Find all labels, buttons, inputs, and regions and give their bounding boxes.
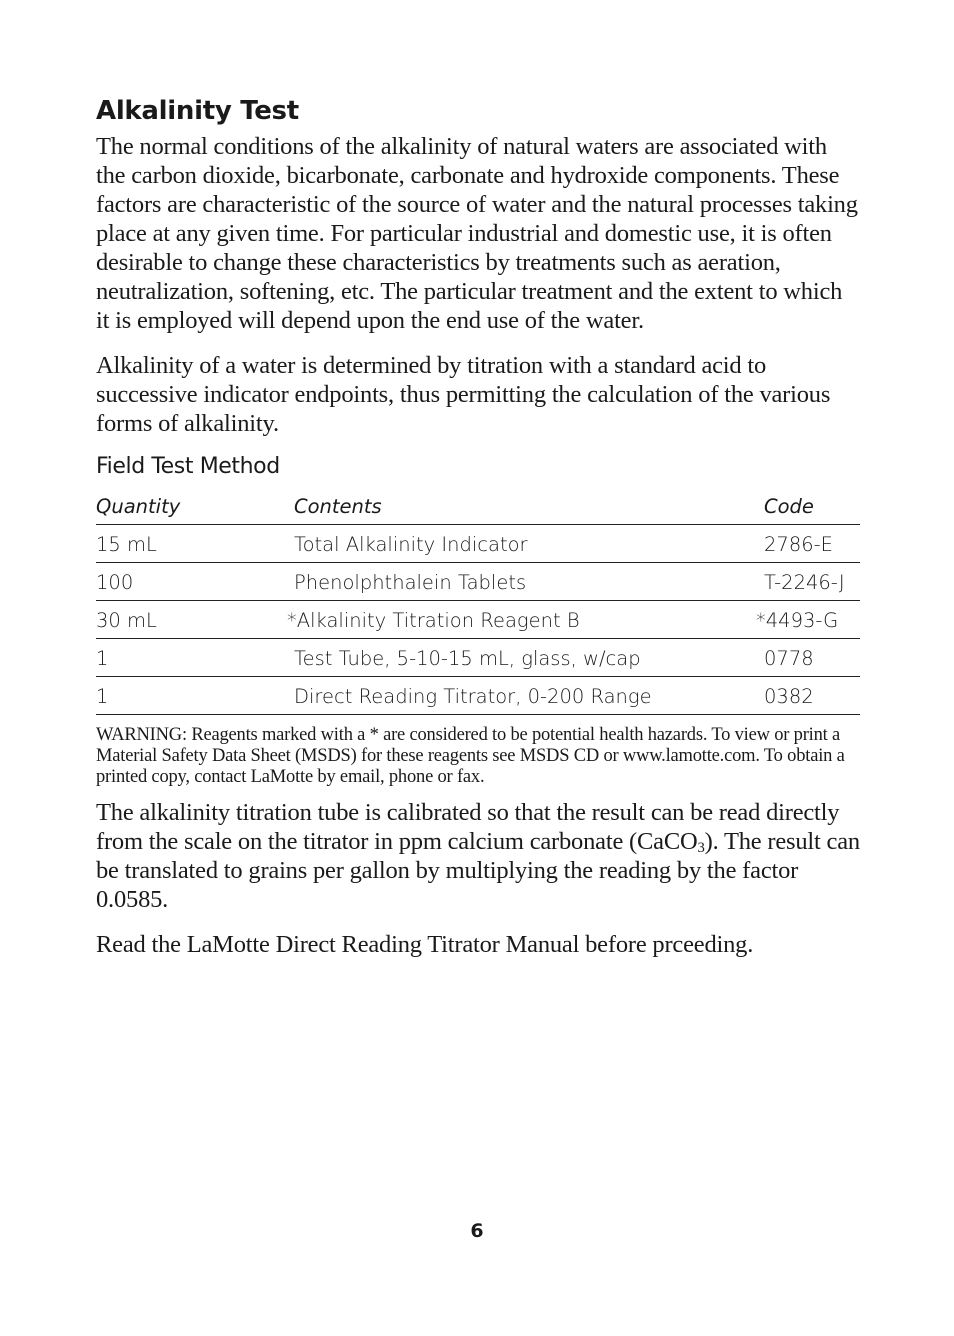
table-row [96,563,860,601]
cell-code: 0382 [764,677,860,715]
document-page [96,96,860,975]
intro-paragraph: The normal conditions of the alkalinity of natural waters are associated with the carbon dioxide, bicarbonate, carbonate and hydroxide components. These factors are characteristic of the source of water and the natural processes taking place at any given time. For particular industrial and domestic use, it is often desirable to change these characteristics by treatments such as aeration, neutralization, softening, etc. The particular treatment and the extent to which it is employed will depend upon the end use of the water. [96,133,858,334]
section-heading: Field Test Method [96,454,280,479]
cell-contents: Test Tube, 5-10-15 mL, glass, w/cap [294,639,764,677]
method-paragraph: Alkalinity of a water is determined by titration with a standard acid to successive indicator endpoints, thus permitting the calculation of the various forms of alkalinity. [96,352,831,437]
cell-contents: Total Alkalinity Indicator [294,525,764,563]
header-quantity: Quantity [96,495,294,525]
header-contents: Contents [294,495,764,525]
cell-code: *4493-G [756,601,852,639]
cell-quantity: 1 [96,639,294,677]
table-row [96,601,860,639]
cell-code: T-2246-J [764,563,860,601]
cell-quantity: 1 [96,677,294,715]
reagent-table [96,495,860,715]
page-number: 6 [470,1220,484,1242]
cell-quantity: 100 [96,563,294,601]
cell-code: 0778 [764,639,860,677]
calibration-text-start: The alkalinity titration tube is calibrated so that the result can be read directly from the scale on the titrator in ppm calcium carbonate (CaCO [96,799,840,855]
page-title: Alkalinity Test [96,96,299,126]
warning-note: WARNING: Reagents marked with a * are considered to be potential health hazards. To view or print a Material Safety Data Sheet (MSDS) for these reagents see MSDS CD or www.lamotte.com. To obtain a printed copy, contact LaMotte by email, phone or fax. [96,725,845,787]
cell-contents: Phenolphthalein Tablets [294,563,764,601]
calibration-text-end: ). The result can be translated to grains per gallon by multiplying the reading by the factor 0.0585. [96,828,860,913]
header-code: Code [764,495,860,525]
instruction-paragraph: Read the LaMotte Direct Reading Titrator Manual before prceeding. [96,931,754,958]
cell-code: 2786-E [764,525,860,563]
table-row [96,639,860,677]
cell-quantity: 15 mL [96,525,294,563]
cell-contents: *Alkalinity Titration Reagent B [287,601,757,639]
cell-contents: Direct Reading Titrator, 0-200 Range [294,677,764,715]
calibration-paragraph [96,798,860,914]
table-row [96,677,860,715]
cell-quantity: 30 mL [96,601,294,639]
table-row [96,525,860,563]
subscript-three: 3 [697,840,705,856]
table-header-row [96,495,860,525]
